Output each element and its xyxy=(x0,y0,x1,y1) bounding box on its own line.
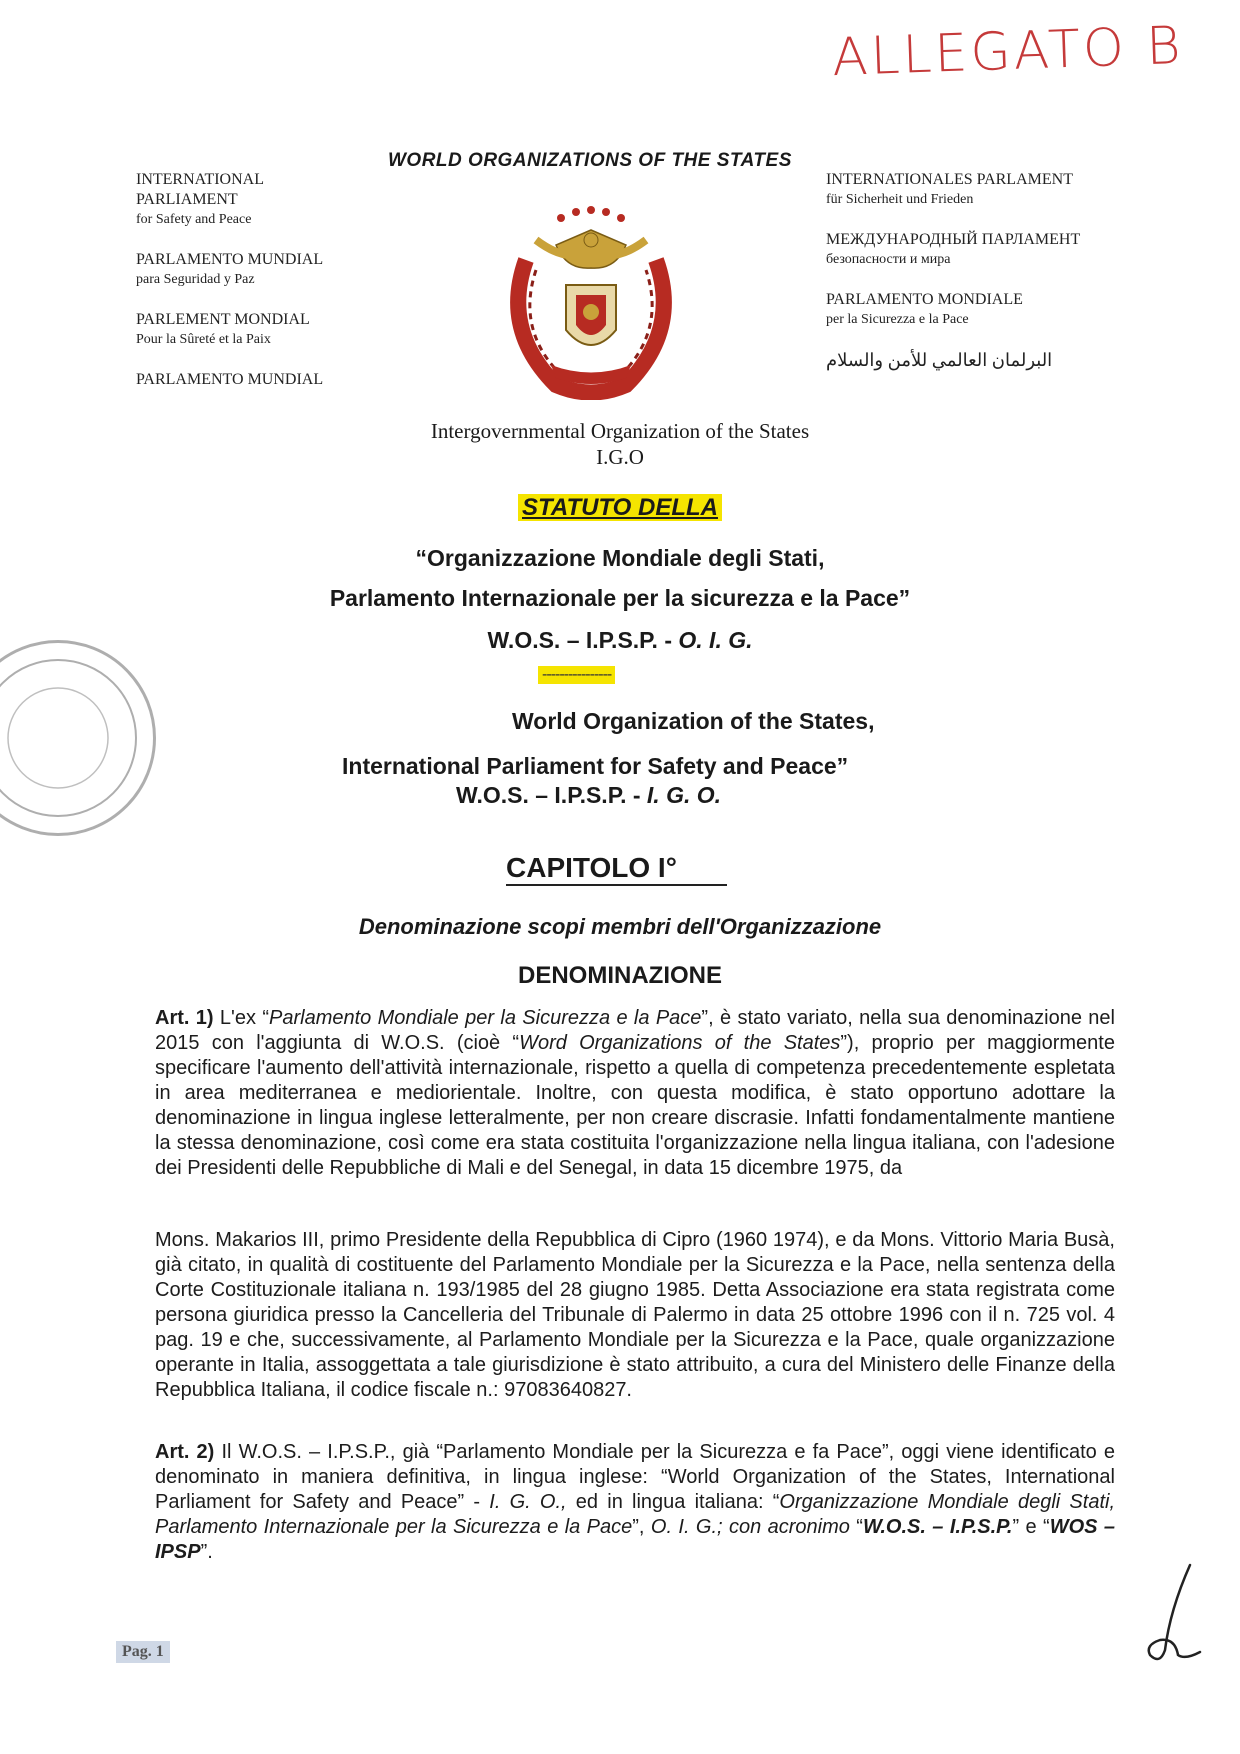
article-1-paragraph-2: Mons. Makarios III, primo Presidente della Repubblica di Cipro (1960 1974), e da Mons. Vittorio Maria Busà, già citato, in qualità di costituente del Parlamento Mondiale per la Sicurezza e la Pace, nella sentenza della Corte Costituzionale italiana n. 193/1985 del 28 giugno 1985. Detta Associazione era stata registrata come persona giuridica presso la Cancelleria del Tribunale di Palermo in data 25 ottobre 1996 con il n. 725 vol. 4 pag. 19 e che, successivamente, al Parlamento Mondiale per la Sicurezza e la Pace, quale organizzazione operante in Italia, assoggettata a tale giurisdizione è stato attribuito, a cura del Ministero delle Finanze della Repubblica Italiana, il codice fiscale n.: 97083640827. xyxy=(155,1229,1115,1401)
name-block-it xyxy=(826,290,1126,330)
chapter-heading: CAPITOLO I° xyxy=(506,852,727,886)
igo-abbr: I.G.O xyxy=(596,445,644,469)
emblem-icon xyxy=(496,200,686,400)
org-name-en-line-1: World Organization of the States, xyxy=(512,708,875,734)
subname: per la Sicurezza e la Pace xyxy=(826,312,969,327)
name: البرلمان العالمي للأمن والسلام xyxy=(826,350,1053,370)
org-name-en-line-2: International Parliament for Safety and Peace” xyxy=(342,753,849,779)
subname: für Sicherheit und Frieden xyxy=(826,192,974,207)
allegato-annotation: ALLEGATO B xyxy=(831,15,1185,89)
page-number: Pag. 1 xyxy=(116,1641,170,1663)
igo-line: Intergovernmental Organization of the States xyxy=(430,419,810,443)
name-block-ar xyxy=(826,350,1126,370)
org-name-line-1: “Organizzazione Mondiale degli Stati, xyxy=(415,545,825,571)
organization-emblem xyxy=(496,200,686,400)
org-acronym-it: W.O.S. – I.P.S.P. - O. I. G. xyxy=(487,627,753,653)
title-separator: ---------------- xyxy=(538,666,615,684)
name: PARLEMENT MONDIAL xyxy=(136,311,310,328)
left-names-column xyxy=(136,170,376,410)
name: INTERNATIONALES PARLAMENT xyxy=(826,171,1073,188)
wos-header-title: WORLD ORGANIZATIONS OF THE STATES xyxy=(388,150,792,171)
subname: para Seguridad y Paz xyxy=(136,272,255,287)
subname: Pour la Sûreté et la Paix xyxy=(136,332,271,347)
igo-block xyxy=(300,418,940,470)
org-name-it xyxy=(140,538,1100,660)
name-block-fr xyxy=(136,310,376,350)
article-1: Art. 1) L'ex “Parlamento Mondiale per la Sicurezza e la Pace”, è stato variato, nella sua denominazione nel 2015 con l'aggiunta di W.O.S. (cioè “Word Organizations of the States”), proprio per maggiormente specificare l'aumento dell'attività internazionale, rispetto a quella di competenza precedentemente espletata in area mediterranea e mediorientale. Inoltre, con questa modifica, è stato opportuno adottare la denominazione in lingua inglese letteralmente, per non creare discrasie. Infatti fondamentalmente mantiene la stessa denominazione, così come era stata costituita l'organizzazione nella lingua italiana, con l'adesione dei Presidenti delle Repubbliche di Mali e del Senegal, in data 15 dicembre 1975, da xyxy=(155,1007,1115,1179)
stamp-icon xyxy=(0,643,153,833)
name-block-de xyxy=(826,170,1126,210)
name-block-pt xyxy=(136,370,376,390)
official-stamp xyxy=(0,640,156,836)
right-names-column xyxy=(826,170,1126,390)
name: PARLAMENTO MUNDIAL xyxy=(136,251,324,268)
name-block-es xyxy=(136,250,376,290)
org-acronym-en: W.O.S. – I.P.S.P. - I. G. O. xyxy=(456,782,722,808)
article-1-label: Art. 1) xyxy=(155,1007,214,1029)
subname: безопасности и мира xyxy=(826,252,951,267)
name-block-en xyxy=(136,170,376,230)
statuto-title-wrap xyxy=(300,494,940,522)
name: PARLAMENTO MONDIALE xyxy=(826,291,1023,308)
subname: for Safety and Peace xyxy=(136,212,252,227)
name: МЕЖДУНАРОДНЫЙ ПАРЛАМЕНТ xyxy=(826,231,1081,248)
name: INTERNATIONAL PARLIAMENT xyxy=(136,171,264,208)
signature-icon xyxy=(1140,1560,1210,1670)
section-heading: DENOMINAZIONE xyxy=(518,962,722,989)
statuto-title: STATUTO DELLA xyxy=(518,494,722,521)
chapter-subtitle: Denominazione scopi membri dell'Organizzazione xyxy=(358,914,882,939)
article-2-label: Art. 2) xyxy=(155,1441,215,1463)
name-block-ru xyxy=(826,230,1126,270)
org-name-line-2: Parlamento Internazionale per la sicurezza e la Pace” xyxy=(329,585,911,611)
article-2: Art. 2) Il W.O.S. – I.P.S.P., già “Parlamento Mondiale per la Sicurezza e fa Pace”, oggi viene identificato e denominato in maniera definitiva, in lingua inglese: “World Organization of the States, International Parliament for Safety and Peace” - I. G. O., ed in lingua italiana: “Organizzazione Mondiale degli Stati, Parlamento Internazionale per la Sicurezza e la Pace”, O. I. G.; con acronimo “W.O.S. – I.P.S.P.” e “WOS – IPSP”. xyxy=(155,1441,1116,1563)
name: PARLAMENTO MUNDIAL xyxy=(136,371,324,388)
signature xyxy=(1140,1560,1210,1675)
